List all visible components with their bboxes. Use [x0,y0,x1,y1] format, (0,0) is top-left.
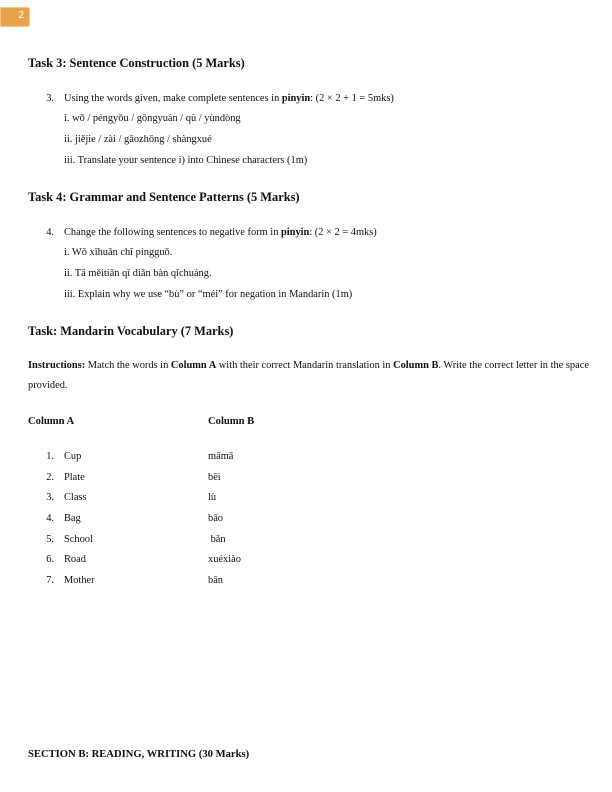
column-a-word: Road [64,554,86,565]
column-a-title: Column A [28,416,75,427]
task4-question-bold: pinyin [281,227,310,238]
task4-item-3: iii. Explain why we use “bù” or “méi” for negation in Mandarin (1m) [64,289,353,300]
page-number-badge [0,7,30,27]
row-number: 6. [46,554,54,565]
column-a-word: Mother [64,575,95,586]
column-b-word: bān [208,575,224,586]
column-b-word: bēi [208,472,221,483]
column-b-title: Column B [208,416,255,427]
column-a-word: Class [64,492,87,503]
row-number: 7. [46,575,54,586]
column-a-word: School [64,534,93,545]
task3-item-3: iii. Translate your sentence i) into Chinese characters (1m) [64,155,308,166]
task3-question-pre: Using the words given, make complete sentences in [64,93,282,104]
task3-question-number: 3. [46,93,54,104]
task3-heading: Task 3: Sentence Construction (5 Marks) [28,56,245,70]
task4-heading: Task 4: Grammar and Sentence Patterns (5 Marks) [28,190,300,204]
column-b-word: bǎn [208,534,226,545]
row-number: 3. [46,492,54,503]
task3-question [64,93,394,104]
task3-question-bold: pinyin [281,93,311,104]
task4-question-number: 4. [46,227,54,238]
task3-question-post: : (2 × 2 + 1 = 5mks) [310,93,394,104]
column-b-word: lù [208,492,217,503]
column-a-word: Plate [64,472,85,483]
instructions-label: Instructions: [28,360,86,371]
row-number: 2. [46,472,54,483]
instructions-text-2: with their correct Mandarin translation in [216,360,394,371]
vocab-instructions [28,356,594,396]
column-a-word: Bag [64,513,81,524]
row-number: 4. [46,513,54,524]
instructions-column-b: Column B [393,360,439,371]
column-a-word: Cup [64,451,82,462]
task3-item-1: i. wǒ / péngyǒu / gōngyuán / qù / yùndòng [64,113,241,124]
section-b-heading: SECTION B: READING, WRITING (30 Marks) [28,749,250,760]
task4-question-post: : (2 × 2 = 4mks) [309,227,377,238]
task4-item-1: i. Wǒ xǐhuān chī píngguǒ. [64,247,173,258]
page-number: 2 [18,10,24,21]
row-number: 1. [46,451,54,462]
instructions-column-a: Column A [170,360,217,371]
instructions-text-3: . Write the correct letter in the space provided. [28,360,589,391]
row-number: 5. [46,534,54,545]
vocab-heading: Task: Mandarin Vocabulary (7 Marks) [28,324,234,338]
task4-question [64,227,377,238]
task4-question-pre: Change the following sentences to negative form in [64,227,281,238]
column-b-word: xuéxiào [208,554,241,565]
task3-item-2: ii. jiějie / zài / gāozhōng / shàngxué [64,134,212,145]
column-b-word: bāo [208,513,224,524]
instructions-text-1: Match the words in [85,360,171,371]
task4-item-2: ii. Tā měitiān qǐ diǎn bàn qǐchuáng. [64,268,212,279]
column-b-word: māmā [208,451,234,462]
